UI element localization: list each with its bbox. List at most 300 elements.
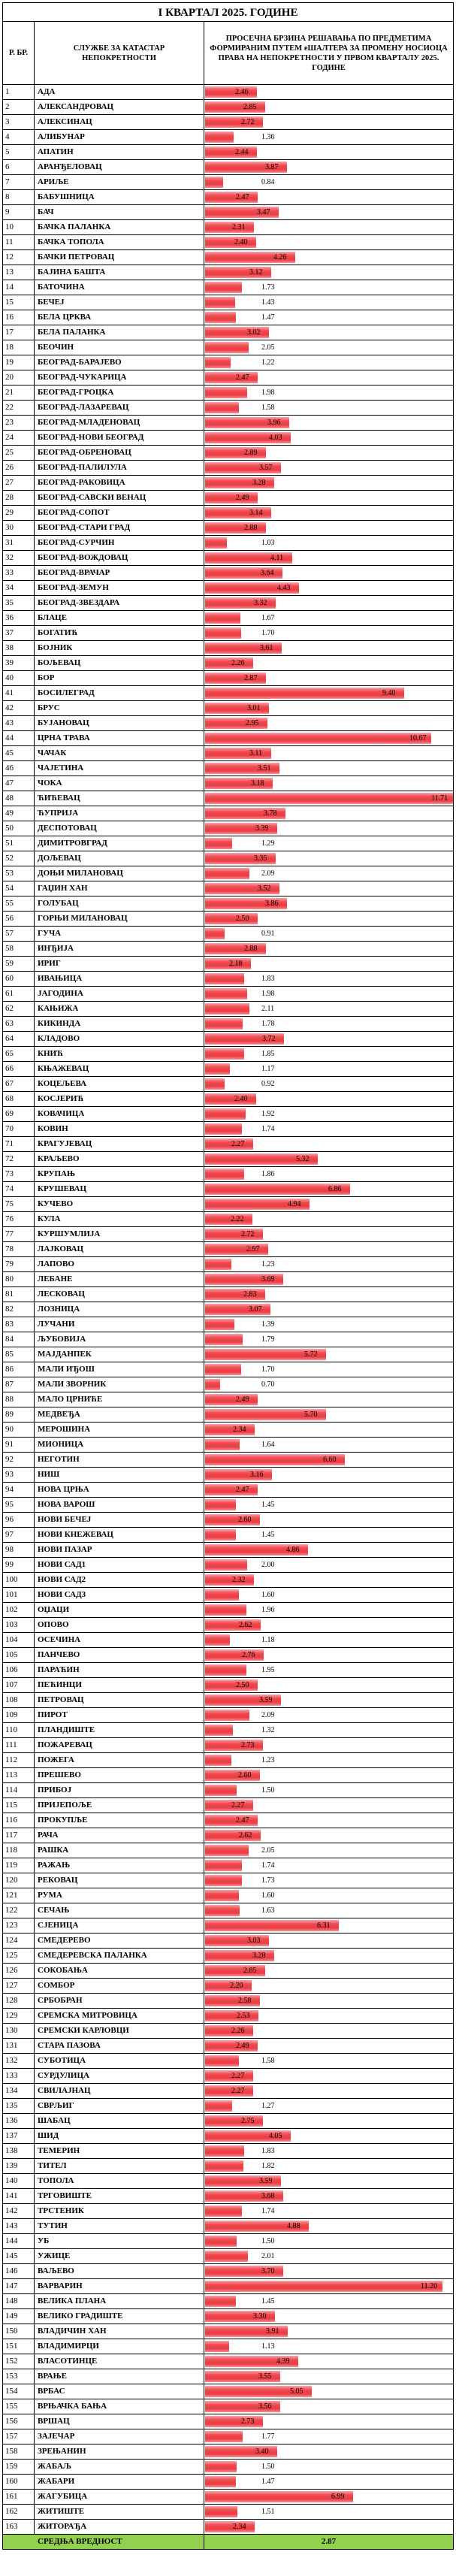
value-label: 1.95 xyxy=(261,1666,275,1674)
table-row xyxy=(2,2384,454,2399)
row-number: 44 xyxy=(3,731,35,745)
value-label: 3.69 xyxy=(261,1275,275,1283)
value-cell xyxy=(204,461,453,475)
table-row xyxy=(2,1407,454,1423)
table-row xyxy=(2,2279,454,2294)
office-name: КУЛА xyxy=(35,1212,204,1226)
table-row xyxy=(2,957,454,972)
office-name: ВЛАСОТИНЦЕ xyxy=(35,2354,204,2369)
row-number: 160 xyxy=(3,2475,35,2489)
value-bar xyxy=(205,1514,260,1525)
table-row xyxy=(2,2294,454,2309)
value-cell xyxy=(204,1017,453,1031)
value-label: 3.30 xyxy=(253,2312,267,2321)
row-number: 136 xyxy=(3,2114,35,2128)
row-number: 147 xyxy=(3,2279,35,2293)
value-cell xyxy=(204,265,453,280)
value-bar xyxy=(205,2251,248,2262)
office-name: КЛАДОВО xyxy=(35,1032,204,1046)
table-row xyxy=(2,611,454,626)
table-row xyxy=(2,1903,454,1918)
row-number: 69 xyxy=(3,1107,35,1121)
table-row xyxy=(2,1513,454,1528)
value-bar xyxy=(205,612,240,624)
office-name: ИНЂИЈА xyxy=(35,942,204,956)
value-cell xyxy=(204,190,453,204)
value-label: 2.72 xyxy=(241,118,255,126)
office-name: БАЧКА ТОПОЛА xyxy=(35,235,204,249)
value-bar xyxy=(205,492,258,503)
value-cell xyxy=(204,912,453,926)
value-label: 3.96 xyxy=(267,419,281,427)
value-label: 3.39 xyxy=(255,824,269,833)
value-cell xyxy=(204,821,453,836)
value-bar xyxy=(205,1484,258,1495)
row-number: 141 xyxy=(3,2189,35,2203)
row-number: 158 xyxy=(3,2444,35,2459)
office-name: БЕЛА ПАЛАНКА xyxy=(35,325,204,340)
value-label: 1.50 xyxy=(261,1786,275,1794)
value-label: 2.50 xyxy=(236,915,249,923)
value-label: 1.23 xyxy=(261,1756,275,1764)
row-number: 13 xyxy=(3,265,35,280)
office-name: ЛАЈКОВАЦ xyxy=(35,1242,204,1256)
row-number: 19 xyxy=(3,355,35,370)
value-label: 2.83 xyxy=(243,1290,257,1299)
value-bar xyxy=(205,1980,252,1991)
value-bar xyxy=(205,1710,249,1721)
office-name: МАЛИ ИЂОШ xyxy=(35,1362,204,1377)
value-bar xyxy=(205,793,453,804)
office-name: ДИМИТРОВГРАД xyxy=(35,836,204,851)
row-number: 109 xyxy=(3,1708,35,1722)
value-cell xyxy=(204,2159,453,2173)
value-cell xyxy=(204,2204,453,2218)
value-cell xyxy=(204,85,453,99)
table-row xyxy=(2,1017,454,1032)
value-label: 3.68 xyxy=(261,2192,275,2200)
value-bar xyxy=(205,2025,253,2036)
value-cell xyxy=(204,431,453,445)
value-label: 2.11 xyxy=(261,1005,275,1013)
row-number: 11 xyxy=(3,235,35,249)
office-name: ЖАБАРИ xyxy=(35,2475,204,2489)
table-row xyxy=(2,1723,454,1738)
value-cell xyxy=(204,1242,453,1256)
office-name: ПОЖАРЕВАЦ xyxy=(35,1738,204,1752)
value-cell xyxy=(204,2444,453,2459)
value-cell xyxy=(204,145,453,159)
office-name: ДЕСПОТОВАЦ xyxy=(35,821,204,836)
table-row xyxy=(2,476,454,491)
table-row xyxy=(2,325,454,340)
office-name: НОВА ВАРОШ xyxy=(35,1498,204,1512)
row-number: 82 xyxy=(3,1302,35,1317)
table-row xyxy=(2,2084,454,2099)
office-name: БАЧ xyxy=(35,205,204,219)
office-name: ИРИГ xyxy=(35,957,204,971)
row-number: 52 xyxy=(3,851,35,866)
row-number: 81 xyxy=(3,1287,35,1302)
table-row xyxy=(2,1768,454,1783)
office-name: ГОРЊИ МИЛАНОВАЦ xyxy=(35,912,204,926)
average-row xyxy=(2,2535,454,2550)
value-cell xyxy=(204,175,453,189)
office-name: ВЛАДИЧИН ХАН xyxy=(35,2324,204,2339)
value-cell xyxy=(204,1137,453,1151)
row-number: 5 xyxy=(3,145,35,159)
table-row xyxy=(2,701,454,716)
value-cell xyxy=(204,1873,453,1888)
value-cell xyxy=(204,1708,453,1722)
value-cell xyxy=(204,1528,453,1542)
row-number: 161 xyxy=(3,2490,35,2504)
row-number: 12 xyxy=(3,250,35,265)
office-name: НОВИ ПАЗАР xyxy=(35,1543,204,1557)
office-name: ЋУПРИЈА xyxy=(35,806,204,821)
value-label: 1.22 xyxy=(261,358,275,367)
value-bar xyxy=(205,913,258,924)
row-number: 33 xyxy=(3,566,35,580)
office-name: ЛЕСКОВАЦ xyxy=(35,1287,204,1302)
office-name: НОВИ САД3 xyxy=(35,1588,204,1602)
value-label: 3.28 xyxy=(252,479,266,487)
office-name: ПЛАНДИШТЕ xyxy=(35,1723,204,1737)
value-label: 1.39 xyxy=(261,1320,275,1329)
row-number: 127 xyxy=(3,1979,35,1993)
value-bar xyxy=(205,1905,240,1916)
table-body xyxy=(2,85,454,2535)
table-row xyxy=(2,1828,454,1843)
table-row xyxy=(2,1693,454,1708)
value-bar xyxy=(205,988,247,999)
table-row xyxy=(2,1964,454,1979)
value-label: 4.86 xyxy=(286,1546,300,1554)
value-bar xyxy=(205,1559,247,1571)
row-number: 7 xyxy=(3,175,35,189)
office-name: БЕЧЕЈ xyxy=(35,295,204,310)
row-number: 123 xyxy=(3,1918,35,1933)
value-cell xyxy=(204,1032,453,1046)
value-label: 3.51 xyxy=(258,764,271,772)
value-bar xyxy=(205,1364,241,1375)
row-number: 65 xyxy=(3,1047,35,1061)
value-label: 2.85 xyxy=(243,103,257,111)
office-name: КРАЉЕВО xyxy=(35,1152,204,1166)
value-cell xyxy=(204,2414,453,2429)
row-number: 144 xyxy=(3,2234,35,2248)
value-cell xyxy=(204,1438,453,1452)
row-number: 25 xyxy=(3,446,35,460)
office-name: КОЦЕЉЕВА xyxy=(35,1077,204,1091)
office-name: ВЛАДИМИРЦИ xyxy=(35,2339,204,2354)
table-row xyxy=(2,806,454,821)
row-number: 9 xyxy=(3,205,35,219)
value-bar xyxy=(205,387,247,398)
value-cell xyxy=(204,806,453,821)
value-cell xyxy=(204,2490,453,2504)
row-number: 95 xyxy=(3,1498,35,1512)
table-row xyxy=(2,1242,454,1257)
value-label: 4.05 xyxy=(269,2132,282,2140)
office-name: НОВИ КНЕЖЕВАЦ xyxy=(35,1528,204,1542)
value-cell xyxy=(204,896,453,911)
value-cell xyxy=(204,2069,453,2083)
value-cell xyxy=(204,355,453,370)
value-cell xyxy=(204,2384,453,2399)
value-cell xyxy=(204,2264,453,2278)
value-label: 3.59 xyxy=(259,2177,273,2185)
value-bar xyxy=(205,1048,244,1060)
value-bar xyxy=(205,1634,230,1646)
value-bar xyxy=(205,402,239,413)
office-name: БАЧКИ ПЕТРОВАЦ xyxy=(35,250,204,265)
office-name: СОКОБАЊА xyxy=(35,1964,204,1978)
office-name: ОСЕЧИНА xyxy=(35,1633,204,1647)
table-row xyxy=(2,1934,454,1949)
table-row xyxy=(2,1573,454,1588)
row-number: 72 xyxy=(3,1152,35,1166)
office-name: БЕОГРАД-ЗВЕЗДАРА xyxy=(35,596,204,610)
office-name: КОВАЧИЦА xyxy=(35,1107,204,1121)
value-bar xyxy=(205,733,431,744)
value-bar xyxy=(205,1319,234,1330)
row-number: 58 xyxy=(3,942,35,956)
row-number: 102 xyxy=(3,1603,35,1617)
table-row xyxy=(2,942,454,957)
office-name: ШИД xyxy=(35,2129,204,2143)
value-cell xyxy=(204,1362,453,1377)
row-number: 113 xyxy=(3,1768,35,1782)
value-label: 0.92 xyxy=(261,1080,275,1088)
value-label: 3.02 xyxy=(247,328,261,337)
office-name: БЕОГРАД-ЗЕМУН xyxy=(35,581,204,595)
value-bar xyxy=(205,222,254,233)
value-cell xyxy=(204,1332,453,1347)
table-row xyxy=(2,686,454,701)
office-name: АДА xyxy=(35,85,204,99)
table-row xyxy=(2,355,454,370)
table-row xyxy=(2,1468,454,1483)
row-number: 71 xyxy=(3,1137,35,1151)
value-label: 1.70 xyxy=(261,1365,275,1374)
value-bar xyxy=(205,1815,258,1826)
table-row xyxy=(2,2339,454,2354)
row-number: 156 xyxy=(3,2414,35,2429)
value-bar xyxy=(205,147,257,158)
row-number: 32 xyxy=(3,551,35,565)
table-row xyxy=(2,2414,454,2429)
row-number: 112 xyxy=(3,1753,35,1767)
office-name: РАШКА xyxy=(35,1843,204,1858)
table-row xyxy=(2,1272,454,1287)
value-cell xyxy=(204,295,453,310)
office-name: НОВА ЦРЊА xyxy=(35,1483,204,1497)
office-name: ЖАГУБИЦА xyxy=(35,2490,204,2504)
value-label: 2.72 xyxy=(241,1230,255,1238)
row-number: 27 xyxy=(3,476,35,490)
value-label: 3.91 xyxy=(266,2327,279,2336)
row-number: 124 xyxy=(3,1934,35,1948)
value-label: 2.40 xyxy=(234,238,248,246)
office-name: КУРШУМЛИЈА xyxy=(35,1227,204,1241)
value-label: 2.09 xyxy=(261,1711,275,1719)
office-name: ПИРОТ xyxy=(35,1708,204,1722)
value-cell xyxy=(204,115,453,129)
row-number: 135 xyxy=(3,2099,35,2113)
value-cell xyxy=(204,2219,453,2233)
value-label: 4.26 xyxy=(273,253,287,262)
value-cell xyxy=(204,1407,453,1422)
row-number: 138 xyxy=(3,2144,35,2158)
table-row xyxy=(2,1302,454,1317)
value-label: 1.47 xyxy=(261,2478,275,2486)
value-bar xyxy=(205,1830,261,1841)
value-label: 2.47 xyxy=(236,373,249,382)
row-number: 21 xyxy=(3,385,35,400)
office-name: ГУЧА xyxy=(35,927,204,941)
table-row xyxy=(2,2399,454,2414)
office-name: ЈАГОДИНА xyxy=(35,987,204,1001)
value-label: 0.70 xyxy=(261,1380,275,1389)
table-row xyxy=(2,2204,454,2219)
table-row xyxy=(2,1678,454,1693)
office-name: ПРИЈЕПОЉЕ xyxy=(35,1798,204,1813)
value-label: 2.27 xyxy=(231,1140,245,1148)
value-label: 11.71 xyxy=(431,794,448,803)
table-row xyxy=(2,2219,454,2234)
row-number: 60 xyxy=(3,972,35,986)
value-label: 2.01 xyxy=(261,2252,275,2260)
table-row xyxy=(2,1483,454,1498)
table-row xyxy=(2,2159,454,2174)
row-number: 121 xyxy=(3,1888,35,1903)
value-bar xyxy=(205,297,235,308)
office-name: УЖИЦЕ xyxy=(35,2249,204,2263)
office-name: ПОЖЕГА xyxy=(35,1753,204,1767)
value-label: 1.17 xyxy=(261,1065,275,1073)
row-number: 157 xyxy=(3,2429,35,2444)
value-cell xyxy=(204,746,453,760)
row-number: 37 xyxy=(3,626,35,640)
value-label: 3.32 xyxy=(254,599,267,607)
header-number: Р. БР. xyxy=(3,22,35,84)
office-name: КОСЈЕРИЋ xyxy=(35,1092,204,1106)
row-number: 59 xyxy=(3,957,35,971)
office-name: СЕЧАЊ xyxy=(35,1903,204,1918)
row-number: 94 xyxy=(3,1483,35,1497)
value-cell xyxy=(204,671,453,685)
office-name: ТУТИН xyxy=(35,2219,204,2233)
value-bar xyxy=(205,1078,225,1090)
row-number: 151 xyxy=(3,2339,35,2354)
table-row xyxy=(2,310,454,325)
row-number: 64 xyxy=(3,1032,35,1046)
table-row xyxy=(2,1979,454,1994)
value-label: 1.23 xyxy=(261,1260,275,1268)
table-row xyxy=(2,220,454,235)
value-cell xyxy=(204,776,453,791)
office-name: БРУС xyxy=(35,701,204,715)
table-row xyxy=(2,2444,454,2460)
value-label: 3.12 xyxy=(249,268,263,277)
value-bar xyxy=(205,2145,244,2157)
row-number: 78 xyxy=(3,1242,35,1256)
office-name: ТРСТЕНИК xyxy=(35,2204,204,2218)
value-cell xyxy=(204,596,453,610)
table-header xyxy=(2,22,454,85)
value-cell xyxy=(204,2339,453,2354)
table-row xyxy=(2,1888,454,1903)
row-number: 46 xyxy=(3,761,35,776)
row-number: 97 xyxy=(3,1528,35,1542)
value-bar xyxy=(205,2461,237,2472)
table-row xyxy=(2,235,454,250)
table-row xyxy=(2,2324,454,2339)
value-bar xyxy=(205,2431,243,2442)
value-cell xyxy=(204,1678,453,1692)
table-row xyxy=(2,866,454,881)
row-number: 80 xyxy=(3,1272,35,1286)
value-bar xyxy=(205,2236,237,2247)
row-number: 115 xyxy=(3,1798,35,1813)
row-number: 119 xyxy=(3,1858,35,1873)
table-row xyxy=(2,1077,454,1092)
office-name: ТРГОВИШТЕ xyxy=(35,2189,204,2203)
value-cell xyxy=(204,851,453,866)
value-cell xyxy=(204,1798,453,1813)
row-number: 61 xyxy=(3,987,35,1001)
value-cell xyxy=(204,1964,453,1978)
report-title: I КВАРТАЛ 2025. ГОДИНЕ xyxy=(2,2,454,22)
office-name: БАБУШНИЦА xyxy=(35,190,204,204)
office-name: БЕОГРАД-БАРАЈЕВО xyxy=(35,355,204,370)
row-number: 92 xyxy=(3,1453,35,1467)
value-cell xyxy=(204,641,453,655)
value-cell xyxy=(204,1227,453,1241)
value-label: 11.20 xyxy=(421,2282,438,2290)
value-cell xyxy=(204,1392,453,1407)
office-name: МАЛО ЦРНИЋЕ xyxy=(35,1392,204,1407)
value-label: 3.64 xyxy=(261,569,274,577)
value-cell xyxy=(204,2114,453,2128)
value-label: 3.47 xyxy=(257,208,270,216)
office-name: СВРЉИГ xyxy=(35,2099,204,2113)
value-label: 1.83 xyxy=(261,2147,275,2155)
value-label: 4.11 xyxy=(270,554,284,562)
value-bar xyxy=(205,2070,253,2082)
value-label: 3.01 xyxy=(247,704,261,712)
value-cell xyxy=(204,2099,453,2113)
value-bar xyxy=(205,658,253,669)
value-cell xyxy=(204,491,453,505)
row-number: 79 xyxy=(3,1257,35,1271)
value-label: 3.86 xyxy=(265,899,279,908)
table-row xyxy=(2,1588,454,1603)
value-label: 2.44 xyxy=(235,148,249,156)
row-number: 56 xyxy=(3,912,35,926)
office-name: СМЕДЕРЕВО xyxy=(35,1934,204,1948)
value-label: 1.85 xyxy=(261,1050,275,1058)
value-cell xyxy=(204,611,453,625)
value-bar xyxy=(205,86,257,98)
office-name: НОВИ САД1 xyxy=(35,1558,204,1572)
value-label: 2.09 xyxy=(261,869,275,878)
office-name: МАЛИ ЗВОРНИК xyxy=(35,1377,204,1392)
value-label: 2.53 xyxy=(237,2012,250,2020)
value-cell xyxy=(204,1167,453,1181)
row-number: 106 xyxy=(3,1663,35,1677)
